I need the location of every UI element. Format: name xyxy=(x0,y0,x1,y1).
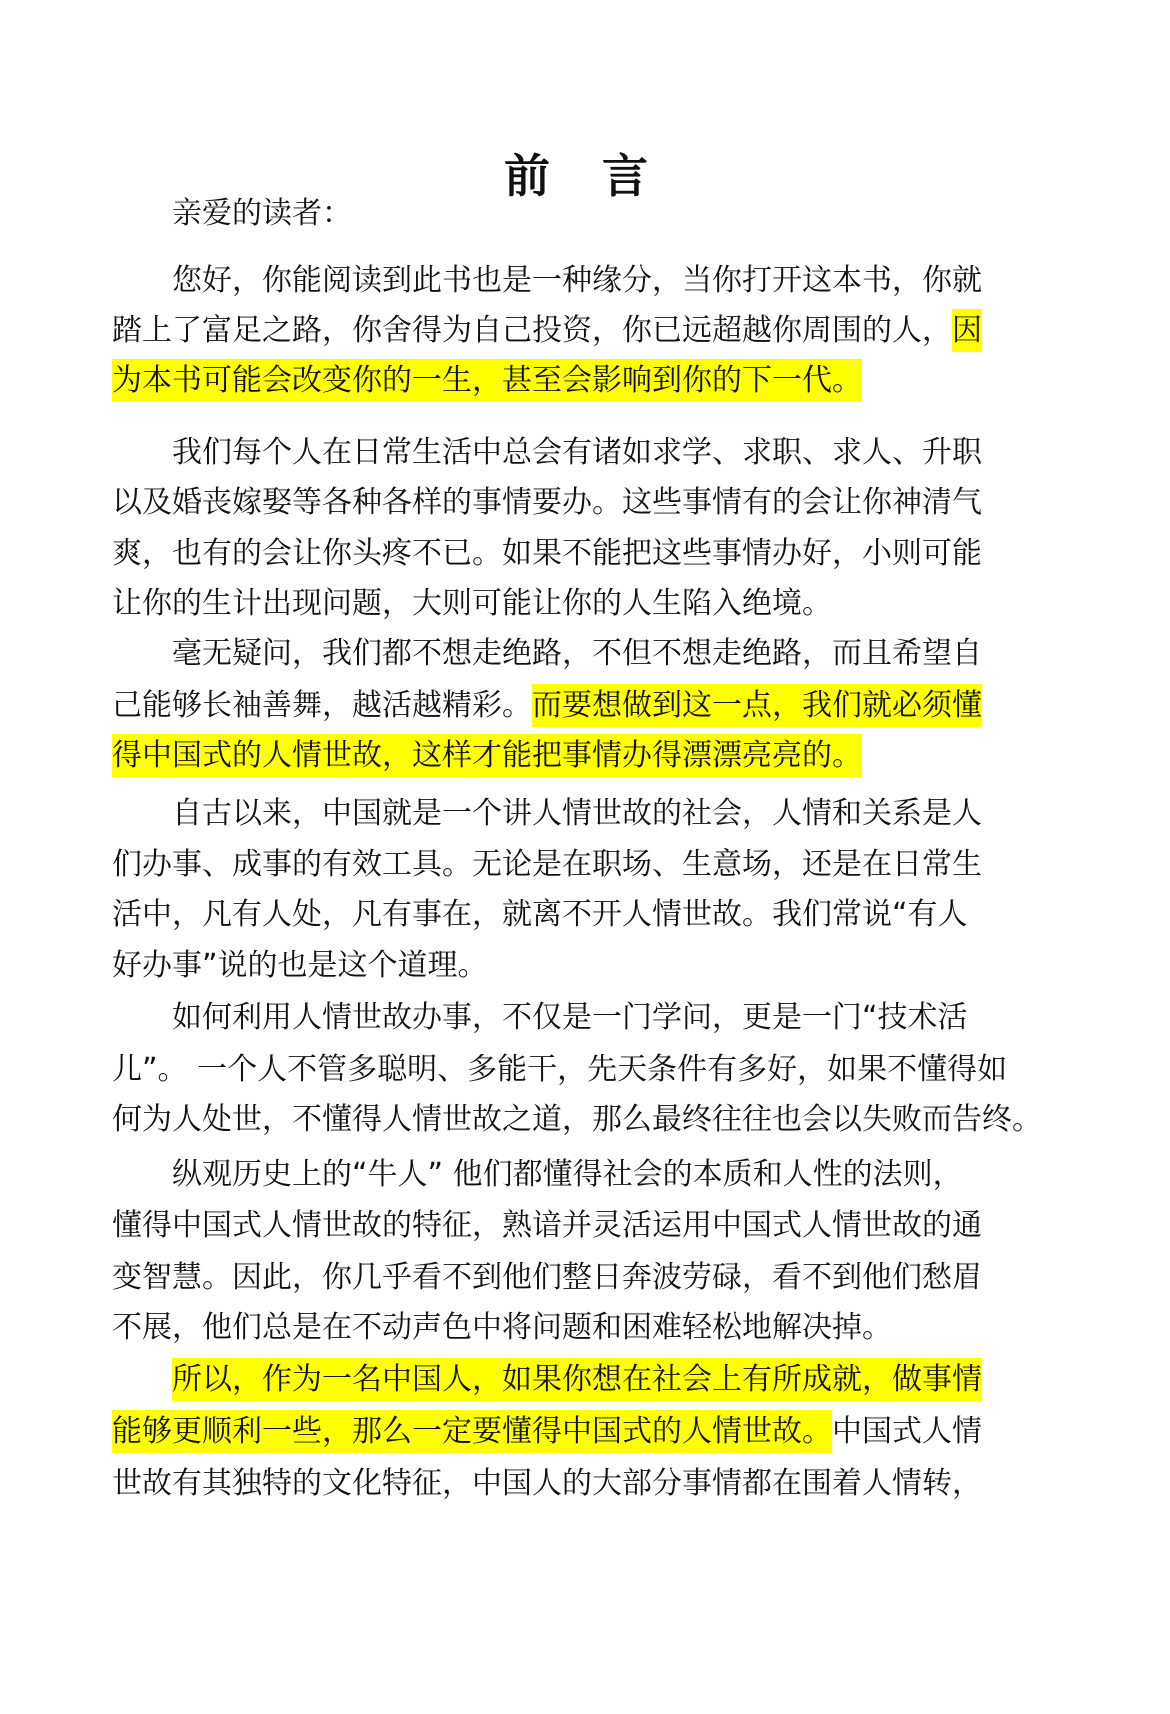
text-line xyxy=(112,946,488,986)
highlighted-text: 能够更顺利一些，那么一定要懂得中国式的人情世故。 xyxy=(112,1410,832,1453)
text-line xyxy=(172,634,982,674)
text-line xyxy=(172,1360,982,1400)
text-segment: 爽，也有的会让你头疼不已。如果不能把这些事情办好，小则可能 xyxy=(112,536,982,571)
page-title: 前 言 xyxy=(503,149,666,203)
text-segment: 们办事、成事的有效工具。无论是在职场、生意场，还是在日常生 xyxy=(112,847,982,882)
text-line xyxy=(112,1100,1042,1140)
text-line xyxy=(172,998,968,1038)
text-line xyxy=(172,433,982,473)
text-segment: 懂得中国式人情世故的特征，熟谙并灵活运用中国式人情世故的通 xyxy=(112,1208,982,1243)
text-segment: 好办事”说的也是这个道理。 xyxy=(112,948,488,983)
text-line xyxy=(112,895,968,935)
text-line xyxy=(112,1412,982,1452)
text-line xyxy=(172,261,982,301)
text-segment: 让你的生计出现问题，大则可能让你的人生陷入绝境。 xyxy=(112,586,832,621)
text-line xyxy=(112,584,832,624)
highlighted-text: 为本书可能会改变你的一生，甚至会影响到你的下一代。 xyxy=(112,359,862,402)
text-line xyxy=(112,311,982,351)
text-segment: 儿”。 一个人不管多聪明、多能干，先天条件有多好，如果不懂得如 xyxy=(112,1052,1008,1087)
text-line xyxy=(112,534,982,574)
text-line xyxy=(172,794,982,834)
text-line xyxy=(112,845,982,885)
text-line xyxy=(112,1308,892,1348)
highlighted-text: 得中国式的人情世故，这样才能把事情办得漂漂亮亮的。 xyxy=(112,734,862,777)
text-line xyxy=(112,1464,982,1504)
text-segment: 何为人处世，不懂得人情世故之道，那么最终往往也会以失败而告终。 xyxy=(112,1102,1042,1137)
salutation: 亲爱的读者： xyxy=(172,196,352,231)
text-segment: 不展，他们总是在不动声色中将问题和困难轻松地解决掉。 xyxy=(112,1310,892,1345)
text-segment: 毫无疑问，我们都不想走绝路，不但不想走绝路，而且希望自 xyxy=(172,636,982,671)
text-segment: 您好，你能阅读到此书也是一种缘分，当你打开这本书，你就 xyxy=(172,263,982,298)
text-line xyxy=(112,686,982,726)
highlighted-text: 而要想做到这一点，我们就必须懂 xyxy=(532,684,982,727)
text-segment: 我们每个人在日常生活中总会有诸如求学、求职、求人、升职 xyxy=(172,435,982,470)
text-segment: 如何利用人情世故办事，不仅是一门学问，更是一门“技术活 xyxy=(172,1000,968,1035)
text-segment: 变智慧。因此，你几乎看不到他们整日奔波劳碌，看不到他们愁眉 xyxy=(112,1260,982,1295)
text-segment: 踏上了富足之路，你舍得为自己投资，你已远超越你周围的人， xyxy=(112,313,952,348)
text-segment: 中国式人情 xyxy=(832,1414,982,1449)
highlighted-text: 因 xyxy=(952,309,982,352)
text-segment: 自古以来，中国就是一个讲人情世故的社会，人情和关系是人 xyxy=(172,796,982,831)
text-segment: 以及婚丧嫁娶等各种各样的事情要办。这些事情有的会让你神清气 xyxy=(112,485,982,520)
text-segment: 己能够长袖善舞，越活越精彩。 xyxy=(112,688,532,723)
text-line xyxy=(172,1155,963,1195)
text-line xyxy=(112,483,982,523)
highlighted-text: 所以，作为一名中国人，如果你想在社会上有所成就，做事情 xyxy=(172,1358,982,1401)
text-line xyxy=(112,1206,982,1246)
text-segment: 活中，凡有人处，凡有事在，就离不开人情世故。我们常说“有人 xyxy=(112,897,968,932)
text-line xyxy=(112,1258,982,1298)
text-line xyxy=(112,736,862,776)
text-segment: 世故有其独特的文化特征，中国人的大部分事情都在围着人情转， xyxy=(112,1466,982,1501)
text-line xyxy=(112,361,862,401)
text-line xyxy=(112,1050,1007,1090)
text-segment: 纵观历史上的“牛人” 他们都懂得社会的本质和人性的法则， xyxy=(172,1157,963,1192)
